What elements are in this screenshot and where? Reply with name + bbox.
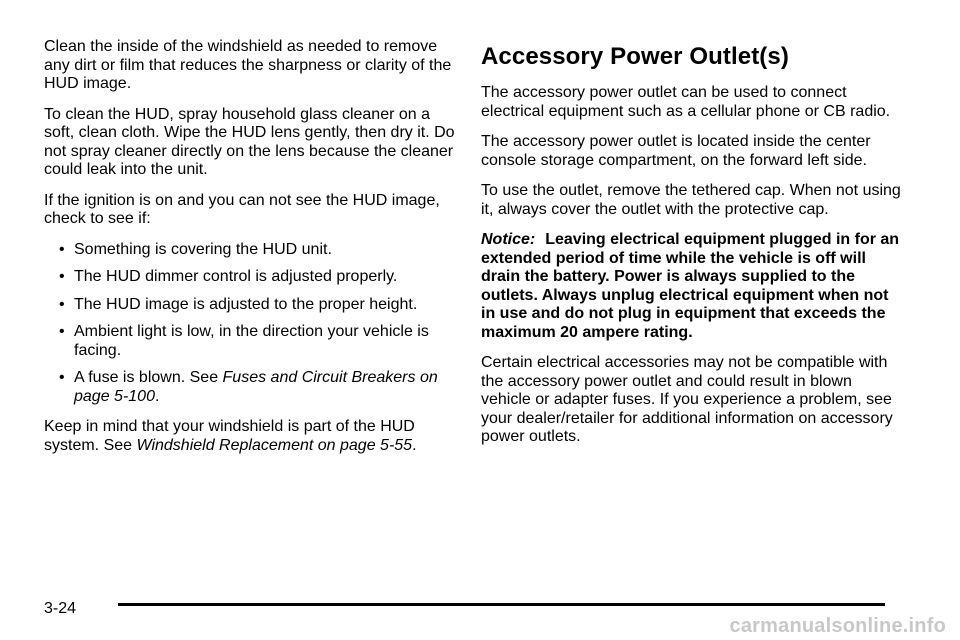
right-column	[481, 38, 901, 459]
list-item: • The HUD image is adjusted to the proper height.	[59, 295, 418, 313]
fuses-reference-link[interactable]: Fuses and Circuit Breakers on page 5-100	[74, 369, 438, 405]
bullet-icon: •	[59, 369, 65, 386]
hud-clean-lens-paragraph: To clean the HUD, spray household glass cleaner on a soft, clean cloth. Wipe the HUD lens gently, then dry it. Do not spray cleaner directly on the lens because the cleaner could leak into the unit.	[44, 105, 455, 178]
windshield-paragraph: Keep in mind that your windshield is part of the HUD system. See Windshield Replacement on page 5-55.	[44, 418, 417, 454]
list-item: • A fuse is blown. See Fuses and Circuit Breakers on page 5-100.	[59, 369, 438, 405]
bullet-icon: •	[59, 268, 65, 285]
watermark: carmanualsonline.info	[729, 615, 946, 637]
bullet-icon: •	[59, 295, 65, 313]
outlet-location-paragraph: The accessory power outlet is located inside the center console storage compartment, on the forward left side.	[481, 133, 871, 169]
notice-paragraph	[481, 231, 901, 342]
bullet-icon: •	[59, 240, 65, 258]
list-item: • Ambient light is low, in the direction your vehicle is facing.	[59, 323, 429, 359]
bullet-icon: •	[59, 323, 65, 340]
footer-divider	[118, 603, 885, 606]
hud-check-intro-paragraph: If the ignition is on and you can not see the HUD image, check to see if:	[44, 191, 440, 227]
notice-label: Notice:	[481, 231, 536, 248]
compatibility-paragraph: Certain electrical accessories may not be compatible with the accessory power outlet and could result in blown vehicle or adapter fuses. If you experience a problem, see your dealer/retailer for additional information on accessory power outlets.	[481, 354, 893, 445]
list-item: • The HUD dimmer control is adjusted properly.	[59, 268, 398, 285]
section-heading: Accessory Power Outlet(s)	[481, 43, 789, 70]
hud-check-list	[44, 241, 456, 407]
list-item: • Something is covering the HUD unit.	[59, 240, 332, 258]
left-column	[44, 38, 456, 467]
outlet-use-paragraph: The accessory power outlet can be used to connect electrical equipment such as a cellular phone or CB radio.	[481, 84, 891, 120]
outlet-cap-paragraph: To use the outlet, remove the tethered cap. When not using it, always cover the outlet with the protective cap.	[481, 182, 901, 218]
hud-clean-inside-paragraph: Clean the inside of the windshield as needed to remove any dirt or film that reduces the sharpness or clarity of the HUD image.	[44, 38, 452, 92]
windshield-reference-link[interactable]: Windshield Replacement on page 5-55	[136, 436, 413, 454]
notice-text: Leaving electrical equipment plugged in for an extended period of time while the vehicle is off will drain the battery. Power is always supplied to the outlets. Always unplug electrical equipment when not in use and do not plug in equipment that exceeds the maximum 20 ampere rating.	[481, 231, 900, 341]
page-number: 3-24	[44, 600, 77, 617]
